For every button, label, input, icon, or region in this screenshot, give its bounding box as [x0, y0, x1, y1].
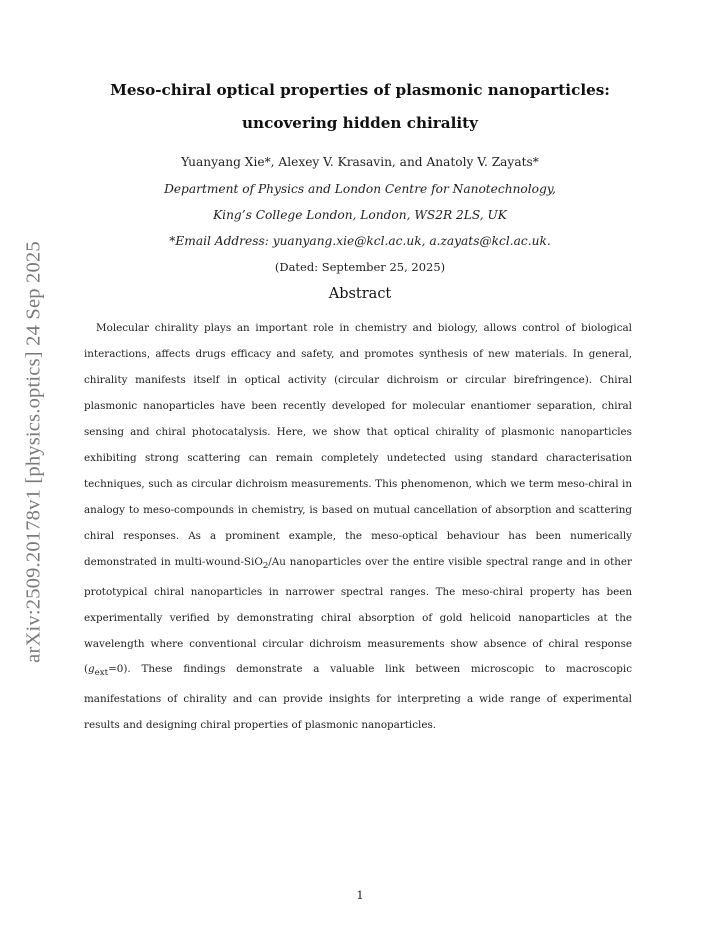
dated-line: (Dated: September 25, 2025)	[274, 260, 446, 274]
g-ext-subscript: ext	[94, 668, 109, 679]
abstract-heading: Abstract	[328, 286, 392, 302]
affiliation-line-2: King’s College London, London, WS2R 2LS, UK	[213, 208, 507, 222]
g-ext-symbol: g	[88, 663, 95, 676]
affiliation-line-1: Department of Physics and London Centre for Nanotechnology,	[164, 182, 556, 196]
abstract-body	[84, 316, 632, 739]
abstract-text-part-2: /Au nanoparticles over the entire visible spectral range and in other prototypical chiral nanoparticles in narrower spectral ranges. The meso-chiral property has been experimentally verified by demonstrating chiral absorption of gold helicoid nanoparticles at the wavelength where conventional circular dichroism measurements show absence of chiral response (	[84, 555, 632, 676]
abstract-text-part-3: ). These findings demonstrate a valuable link between microscopic to macroscopic manifestations of chirality and can provide insights for interpreting a wide range of experimental results and designing chiral properties of plasmonic nanoparticles.	[84, 663, 632, 732]
page-number: 1	[356, 888, 364, 902]
arxiv-identifier-stamp: arXiv:2509.20178v1 [physics.optics] 24 Sep 2025	[22, 241, 45, 663]
abstract-text-part-1: Molecular chirality plays an important role in chemistry and biology, allows control of biological interactions, affects drugs efficacy and safety, and promotes synthesis of new materials. In general, chirality manifests itself in optical activity (circular dichroism or circular birefringence). Chiral plasmonic nanoparticles have been recently developed for molecular enantiomer separation, chiral sensing and chiral photocatalysis. Here, we show that optical chirality of plasmonic nanoparticles exhibiting strong scattering can remain completely undetected using standard characterisation techniques, such as circular dichroism measurements. This phenomenon, which we term meso-chiral in analogy to meso-compounds in chemistry, is based on mutual cancellation of absorption and scattering chiral responses. As a prominent example, the meso-optical behaviour has been numerically demonstrated in multi-wound-SiO	[84, 322, 632, 568]
email-line: *Email Address: yuanyang.xie@kcl.ac.uk, a.zayats@kcl.ac.uk.	[169, 234, 551, 248]
author-list: Yuanyang Xie*, Alexey V. Krasavin, and Anatoly V. Zayats*	[181, 155, 539, 169]
sio2-subscript: 2	[262, 560, 269, 571]
paper-title-line-1: Meso-chiral optical properties of plasmonic nanoparticles:	[110, 81, 610, 99]
g-ext-value: =0	[108, 663, 124, 676]
paper-title-line-2: uncovering hidden chirality	[242, 114, 478, 132]
